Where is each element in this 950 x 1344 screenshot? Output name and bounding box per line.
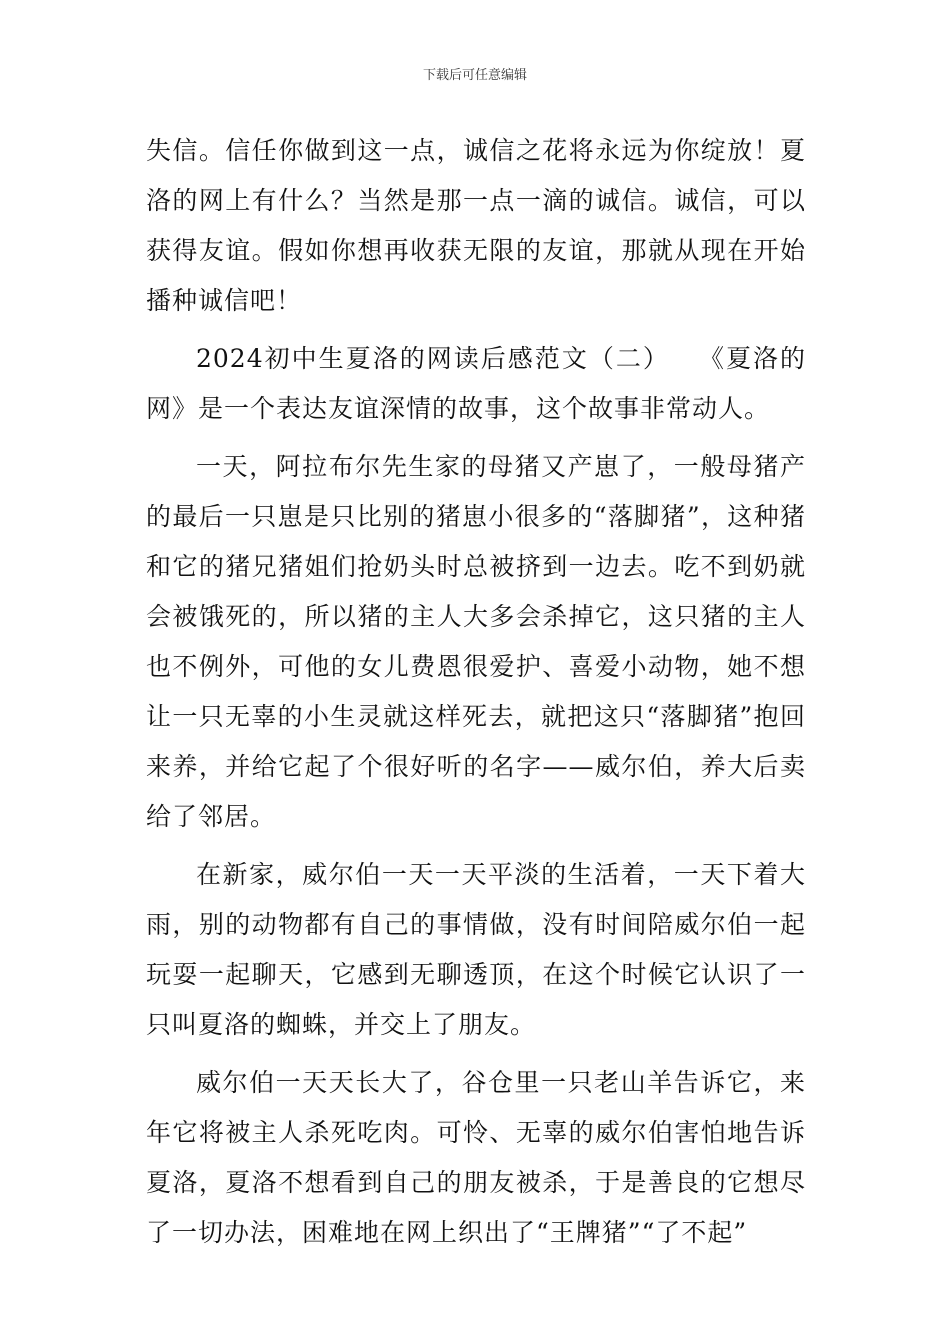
paragraph-1: 失信。信任你做到这一点，诚信之花将永远为你绽放！夏洛的网上有什么？当然是那一点一滴的诚信。诚信，可以获得友谊。假如你想再收获无限的友谊，那就从现在开始播种诚信吧！ [146, 136, 806, 315]
paragraph-5: 威尔伯一天天长大了，谷仓里一只老山羊告诉它，来年它将被主人杀死吃肉。可怜、无辜的威尔伯害怕地告诉夏洛，夏洛不想看到自己的朋友被杀，于是善良的它想尽了一切办法，困难地在网上织出了“王牌猪”“了不起” [146, 1068, 806, 1247]
paragraph-4: 在新家，威尔伯一天一天平淡的生活着，一天下着大雨，别的动物都有自己的事情做，没有时间陪威尔伯一起玩耍一起聊天，它感到无聊透顶，在这个时候它认识了一只叫夏洛的蜘蛛，并交上了朋友。 [146, 860, 806, 1039]
document-body [146, 126, 806, 1266]
paragraph-2: 2024初中生夏洛的网读后感范文（二） 《夏洛的网》是一个表达友谊深情的故事，这个故事非常动人。 [146, 344, 806, 423]
page-header: 下载后可任意编辑 [422, 68, 527, 83]
paragraph-3: 一天，阿拉布尔先生家的母猪又产崽了，一般母猪产的最后一只崽是只比别的猪崽小很多的“落脚猪”，这种猪和它的猪兄猪姐们抢奶头时总被挤到一边去。吃不到奶就会被饿死的，所以猪的主人大多会杀掉它，这只猪的主人也不例外，可他的女儿费恩很爱护、喜爱小动物，她不想让一只无辜的小生灵就这样死去，就把这只“落脚猪”抱回来养，并给它起了个很好听的名字——威尔伯，养大后卖给了邻居。 [146, 452, 806, 831]
